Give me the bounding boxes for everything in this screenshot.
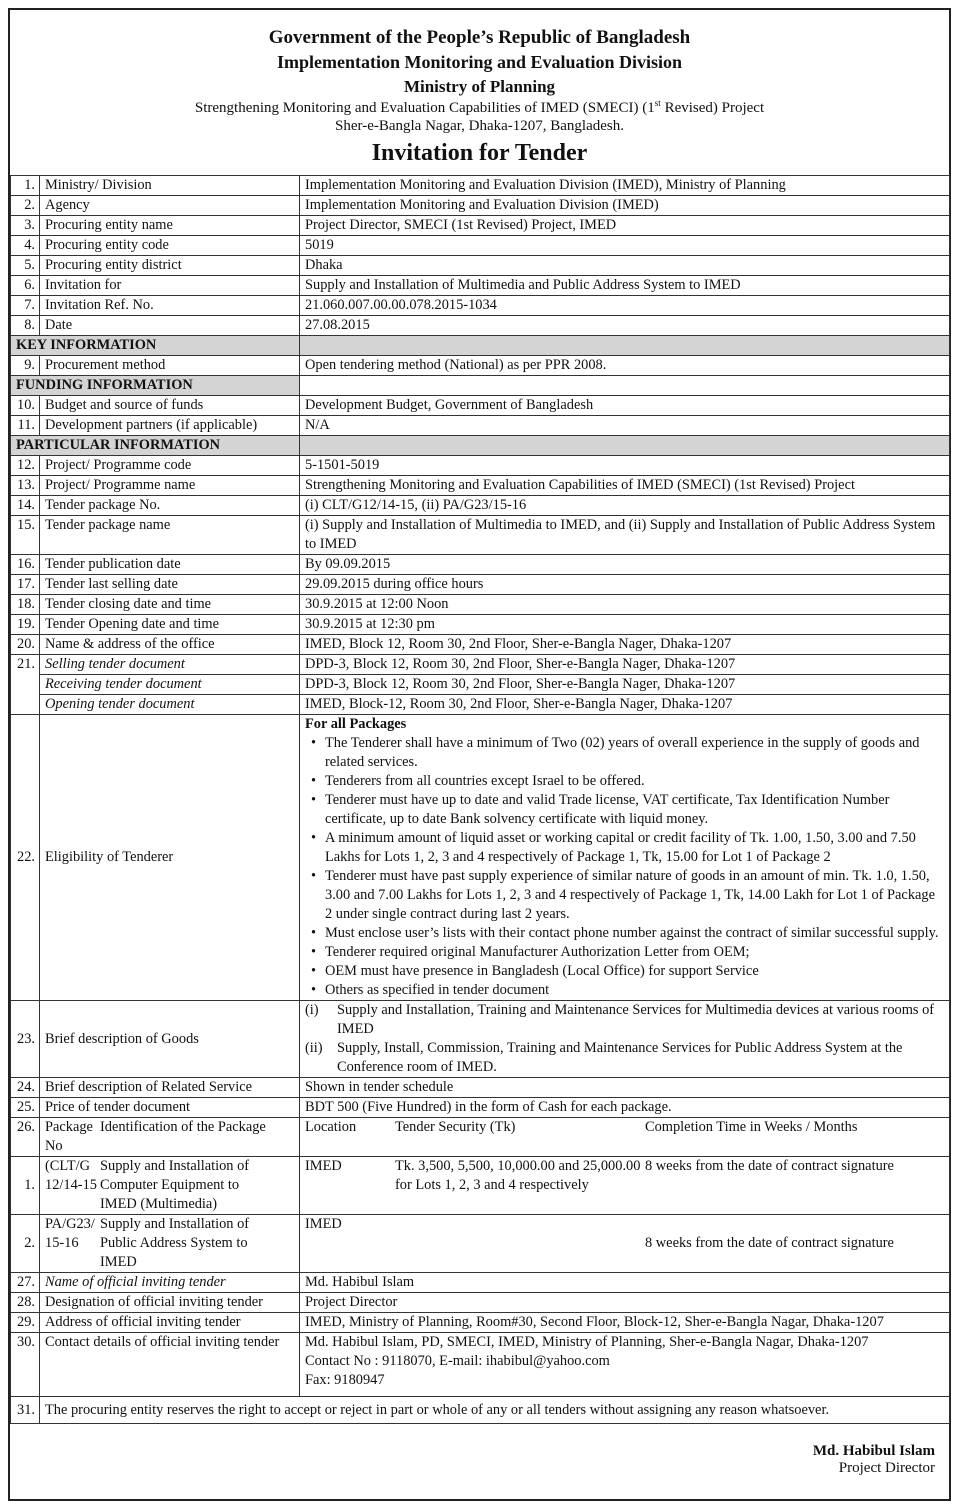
table-row: 17. Tender last selling date 29.09.2015 during office hours [11, 575, 950, 595]
table-row: 7. Invitation Ref. No. 21.060.007.00.00.078.2015-1034 [11, 296, 950, 316]
signatory-name: Md. Habibul Islam [812, 1443, 935, 1459]
list-item: • A minimum amount of liquid asset or working capital or credit facility of Tk. 1.00, 1.50, 3.00 and 7.50 Lakhs for Lots 1, 2, 3 and 4 respectively of Package 1, Tk, 15.00 for Lot 1 of Package 2 [325, 829, 944, 867]
header-government: Government of the People’s Republic of Bangladesh [268, 27, 691, 48]
signatory-title: Project Director [838, 1460, 935, 1476]
table-row: 9. Procurement method Open tendering method (National) as per PPR 2008. [11, 356, 950, 376]
table-row: 24. Brief description of Related Service Shown in tender schedule [11, 1078, 950, 1098]
list-item: • The Tenderer shall have a minimum of Two (02) years of overall experience in the supply of goods and related services. [325, 734, 944, 772]
table-row-eligibility: 22. Eligibility of Tenderer For all Packages • The Tenderer shall have a minimum of Two (02) years of overall experience in the supply of goods and related services. • Tenderers from all countries except Israel to be offered. • Tenderer must have up to date and valid Trade license, VAT certificate, Tax Identification Number certificate, up to date Bank solvency certificate with liquid money. • A minimum amount of liquid asset or working capital or credit facility of Tk. 1.00, 1.50, 3.00 and 7.50 Lakhs for Lots 1, 2, 3 and 4 respectively of Package 1, Tk, 15.00 for Lot 1 of Package 2 • Tenderer must have past supply experience of similar nature of goods in an amount of min. Tk. 1.0, 1.50, 3.00 and 7.00 Lakhs for Lots 1, 2, 3 and 4 respectively of Package 1, Tk, 14.00 Lakh for Lot 1 of Package 2 under single contract during last 2 years. • Must enclose user’s lists with their contact phone number against the contract of similar successful supply. • Tenderer required original Manufacturer Authorization Letter from OEM; • OEM must have presence in Bangladesh (Local Office) for support Service • Others as specified in tender document [11, 715, 950, 1001]
list-item: (ii) Supply, Install, Commission, Training and Maintenance Services for Public Address System at the Conference room of IMED. [305, 1040, 903, 1075]
package-row: 1. (CLT/G 12/14-15 Supply and Installation of Computer Equipment to IMED (Multimedia) IMED Tk. 3,500, 5,500, 10,000.00 and 25,000.00 for Lots 1, 2, 3 and 4 respectively 8 weeks from the date of contract signature [11, 1157, 950, 1215]
header-division: Implementation Monitoring and Evaluation Division [276, 52, 683, 72]
table-row: 8. Date 27.08.2015 [11, 316, 950, 336]
table-row: 5. Procuring entity district Dhaka [11, 256, 950, 276]
signature-block [813, 1443, 935, 1477]
table-row: 14. Tender package No. (i) CLT/G12/14-15, (ii) PA/G23/15-16 [11, 496, 950, 516]
tender-table [10, 175, 950, 1424]
table-row: 13. Project/ Programme name Strengthening Monitoring and Evaluation Capabilities of IMED (SMECI) (1st Revised) Project [11, 476, 950, 496]
page-title: Invitation for Tender [371, 140, 588, 166]
header-project: Strengthening Monitoring and Evaluation Capabilities of IMED (SMECI) (1st Revised) Project [194, 98, 765, 116]
table-row: 16. Tender publication date By 09.09.2015 [11, 555, 950, 575]
table-row: 1. Ministry/ Division Implementation Monitoring and Evaluation Division (IMED), Ministry of Planning [11, 176, 950, 196]
table-row: 19. Tender Opening date and time 30.9.2015 at 12:30 pm [11, 615, 950, 635]
table-row: 6. Invitation for Supply and Installation of Multimedia and Public Address System to IMED [11, 276, 950, 296]
table-row: 10. Budget and source of funds Development Budget, Government of Bangladesh [11, 396, 950, 416]
list-item: • Tenderer must have up to date and valid Trade license, VAT certificate, Tax Identification Number certificate, up to date Bank solvency certificate with liquid money. [325, 791, 944, 829]
table-row: 29. Address of official inviting tender IMED, Ministry of Planning, Room#30, Second Floor, Block-12, Sher-e-Bangla Nagar, Dhaka-1207 [11, 1313, 950, 1333]
list-item: • Tenderer must have past supply experience of similar nature of goods in an amount of min. Tk. 1.0, 1.50, 3.00 and 7.00 Lakhs for Lots 1, 2, 3 and 4 respectively of Package 1, Tk, 14.00 Lakh for Lot 1 of Package 2 under single contract during last 2 years. [325, 867, 944, 924]
package-header-row: 26. Package No Identification of the Package Location Tender Security (Tk) Completion Time in Weeks / Months [11, 1118, 950, 1157]
table-row: Opening tender document IMED, Block-12, Room 30, 2nd Floor, Sher-e-Bangla Nager, Dhaka-1207 [11, 695, 950, 715]
table-row: Receiving tender document DPD-3, Block 12, Room 30, 2nd Floor, Sher-e-Bangla Nager, Dhaka-1207 [11, 675, 950, 695]
table-row: 25. Price of tender document BDT 500 (Five Hundred) in the form of Cash for each package. [11, 1098, 950, 1118]
table-row: 4. Procuring entity code 5019 [11, 236, 950, 256]
table-row: 31. The procuring entity reserves the right to accept or reject in part or whole of any or all tenders without assigning any reason whatsoever. [11, 1397, 950, 1424]
list-item: • Others as specified in tender document [325, 981, 944, 1000]
table-row: 12. Project/ Programme code 5-1501-5019 [11, 456, 950, 476]
table-row: 21. Selling tender document DPD-3, Block 12, Room 30, 2nd Floor, Sher-e-Bangla Nager, Dhaka-1207 [11, 655, 950, 675]
section-particular-information: PARTICULAR INFORMATION [11, 436, 950, 456]
section-key-information: KEY INFORMATION [11, 336, 950, 356]
list-item: • Must enclose user’s lists with their contact phone number against the contract of similar successful supply. [325, 924, 944, 943]
table-row: 11. Development partners (if applicable) N/A [11, 416, 950, 436]
package-row: 2. PA/G23/ 15-16 Supply and Installation of Public Address System to IMED IMED 8 weeks from the date of contract signature [11, 1215, 950, 1273]
eligibility-list [305, 734, 944, 1000]
table-row-contact: 30. Contact details of official inviting tender Md. Habibul Islam, PD, SMECI, IMED, Ministry of Planning, Sher-e-Bangla Nagar, Dhaka-1207 Contact No : 9118070, E-mail: ihabibul@yahoo.com Fax: 9180947 [11, 1333, 950, 1397]
list-item: (i) Supply and Installation, Training and Maintenance Services for Multimedia devices at various rooms of IMED [305, 1002, 935, 1037]
header-address: Sher-e-Bangla Nagar, Dhaka-1207, Bangladesh. [335, 118, 624, 134]
table-row: 18. Tender closing date and time 30.9.2015 at 12:00 Noon [11, 595, 950, 615]
table-row: 20. Name & address of the office IMED, Block 12, Room 30, 2nd Floor, Sher-e-Bangla Nager, Dhaka-1207 [11, 635, 950, 655]
table-row: 27. Name of official inviting tender Md. Habibul Islam [11, 1273, 950, 1293]
list-item: • Tenderer required original Manufacturer Authorization Letter from OEM; [325, 943, 944, 962]
table-row: 28. Designation of official inviting tender Project Director [11, 1293, 950, 1313]
section-funding-information: FUNDING INFORMATION [11, 376, 950, 396]
table-row: 3. Procuring entity name Project Director, SMECI (1st Revised) Project, IMED [11, 216, 950, 236]
list-item: • OEM must have presence in Bangladesh (Local Office) for support Service [325, 962, 944, 981]
table-row-goods: 23. Brief description of Goods (i) Supply and Installation, Training and Maintenance Services for Multimedia devices at various rooms of IMED (ii) Supply, Install, Commission, Training and Maintenance Services for Public Address System at the Conference room of IMED. [11, 1001, 950, 1078]
table-row: 15. Tender package name (i) Supply and Installation of Multimedia to IMED, and (ii) Supply and Installation of Public Address System to IMED [11, 516, 950, 555]
eligibility-heading: For all Packages [305, 716, 407, 732]
list-item: • Tenderers from all countries except Israel to be offered. [325, 772, 944, 791]
header-ministry: Ministry of Planning [403, 77, 556, 96]
table-row: 2. Agency Implementation Monitoring and Evaluation Division (IMED) [11, 196, 950, 216]
